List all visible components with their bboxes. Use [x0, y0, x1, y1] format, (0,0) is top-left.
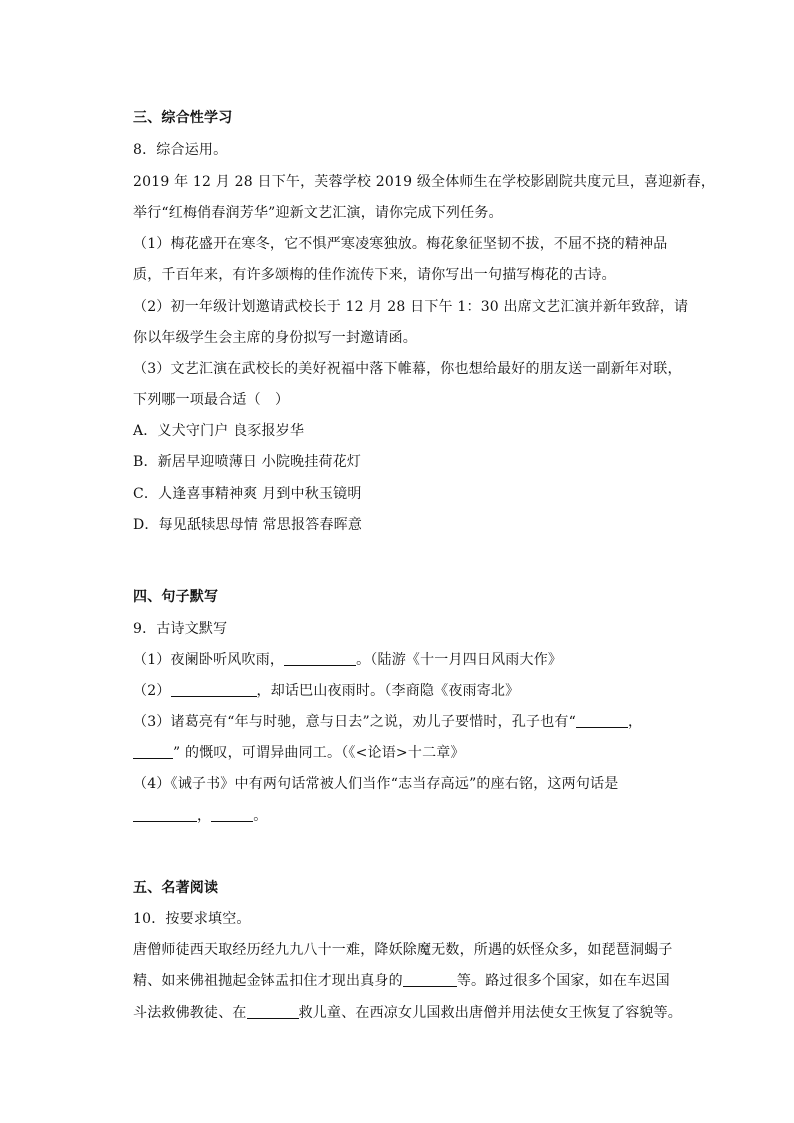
section-heading-4: 四、句子默写 — [133, 589, 219, 605]
reading-paragraph-line-3 — [133, 1003, 682, 1023]
recitation-line-3b — [133, 743, 465, 763]
question-10-title: 10．按要求填空。 — [133, 911, 251, 927]
recitation-4b-end: 。 — [253, 808, 268, 824]
recitation-1-prefix: （1）夜阑卧听风吹雨， — [133, 652, 285, 668]
recitation-3a-end: ， — [627, 714, 643, 730]
reading-3-prefix: 斗法救佛教徒、在 — [133, 1005, 247, 1021]
question-8-part-3-line-1: （3）文艺汇演在武校长的美好祝福中落下帷幕，你也想给最好的朋友送一副新年对联， — [133, 361, 682, 377]
reading-paragraph-line-1: 唐僧师徒西天取经历经九九八十一难，降妖除魔无数，所遇的妖怪众多，如琵琶洞蝎子 — [133, 942, 673, 958]
fill-blank-4[interactable] — [133, 744, 173, 759]
reading-2-prefix: 精、如来佛祖抛起金钵盂扣住才现出真身的 — [133, 973, 403, 989]
fill-blank-8[interactable] — [247, 1004, 299, 1019]
question-8-part-1-line-1: （1）梅花盛开在寒冬，它不惧严寒凌寒独放。梅花象征坚韧不拔，不屈不挠的精神品 — [133, 236, 668, 252]
question-8-part-1-line-2: 质，千百年来，有许多颂梅的佳作流传下来，请你写出一句描写梅花的古诗。 — [133, 267, 616, 283]
fill-blank-6[interactable] — [211, 807, 253, 822]
section-heading-3: 三、综合性学习 — [133, 110, 233, 126]
recitation-2-suffix: ，却话巴山夜雨时。（李商隐《夜雨寄北》 — [256, 683, 520, 699]
section-heading-5: 五、名著阅读 — [133, 880, 219, 896]
reading-3-suffix: 救儿童、在西凉女儿国救出唐僧并用法使女王恢复了容貌等。 — [298, 1005, 683, 1021]
option-d: D．每见舐犊思母情 常思报答春晖意 — [133, 517, 363, 533]
recitation-4b-mid: ， — [197, 808, 212, 824]
reading-paragraph-line-2 — [133, 971, 670, 991]
option-b: B．新居早迎喷薄日 小院晚挂荷花灯 — [133, 454, 362, 470]
fill-blank-3[interactable] — [576, 713, 628, 728]
question-8-part-2-line-1: （2）初一年级计划邀请武校长于 12 月 28 日下午 1：30 出席文艺汇演并新年致辞，请 — [133, 299, 689, 315]
question-8-intro-line-2: 举行“红梅俏春润芳华”迎新文艺汇演，请你完成下列任务。 — [133, 205, 503, 221]
recitation-1-suffix: 。（陆游《十一月四日风雨大作》 — [356, 652, 563, 668]
recitation-2-prefix: （2） — [133, 683, 171, 699]
question-8-part-2-line-2: 你以年级学生会主席的身份拟写一封邀请函。 — [133, 330, 417, 346]
option-c: C．人逢喜事精神爽 月到中秋玉镜明 — [133, 486, 362, 502]
question-8-intro-line-1: 2019 年 12 月 28 日下午，芙蓉学校 2019 级全体师生在学校影剧院共度元旦，喜迎新春， — [133, 174, 716, 190]
recitation-line-1 — [133, 650, 562, 670]
recitation-3a-text: （3）诸葛亮有“年与时驰，意与日去”之说，劝儿子要惜时，孔子也有“ — [133, 714, 576, 730]
recitation-line-2 — [133, 681, 519, 701]
recitation-line-3a — [133, 712, 642, 732]
fill-blank-2[interactable] — [171, 682, 257, 697]
option-a: A．义犬守门户 良豕报岁华 — [133, 423, 305, 439]
fill-blank-5[interactable] — [133, 807, 197, 822]
recitation-line-4b — [133, 806, 267, 826]
reading-2-suffix: 等。路过很多个国家，如在车迟国 — [456, 973, 670, 989]
question-8-part-3-line-2: 下列哪一项最合适（ ） — [133, 392, 290, 408]
question-9-title: 9．古诗文默写 — [133, 621, 228, 637]
fill-blank-7[interactable] — [403, 972, 457, 987]
question-8-title: 8．综合运用。 — [133, 142, 228, 158]
recitation-3b-text: ” 的慨叹，可谓异曲同工。（《<论语>十二章》 — [173, 745, 465, 761]
recitation-line-4a: （4）《诫子书》中有两句话常被人们当作“志当存高远”的座右铭，这两句话是 — [133, 776, 619, 792]
fill-blank-1[interactable] — [284, 651, 356, 666]
